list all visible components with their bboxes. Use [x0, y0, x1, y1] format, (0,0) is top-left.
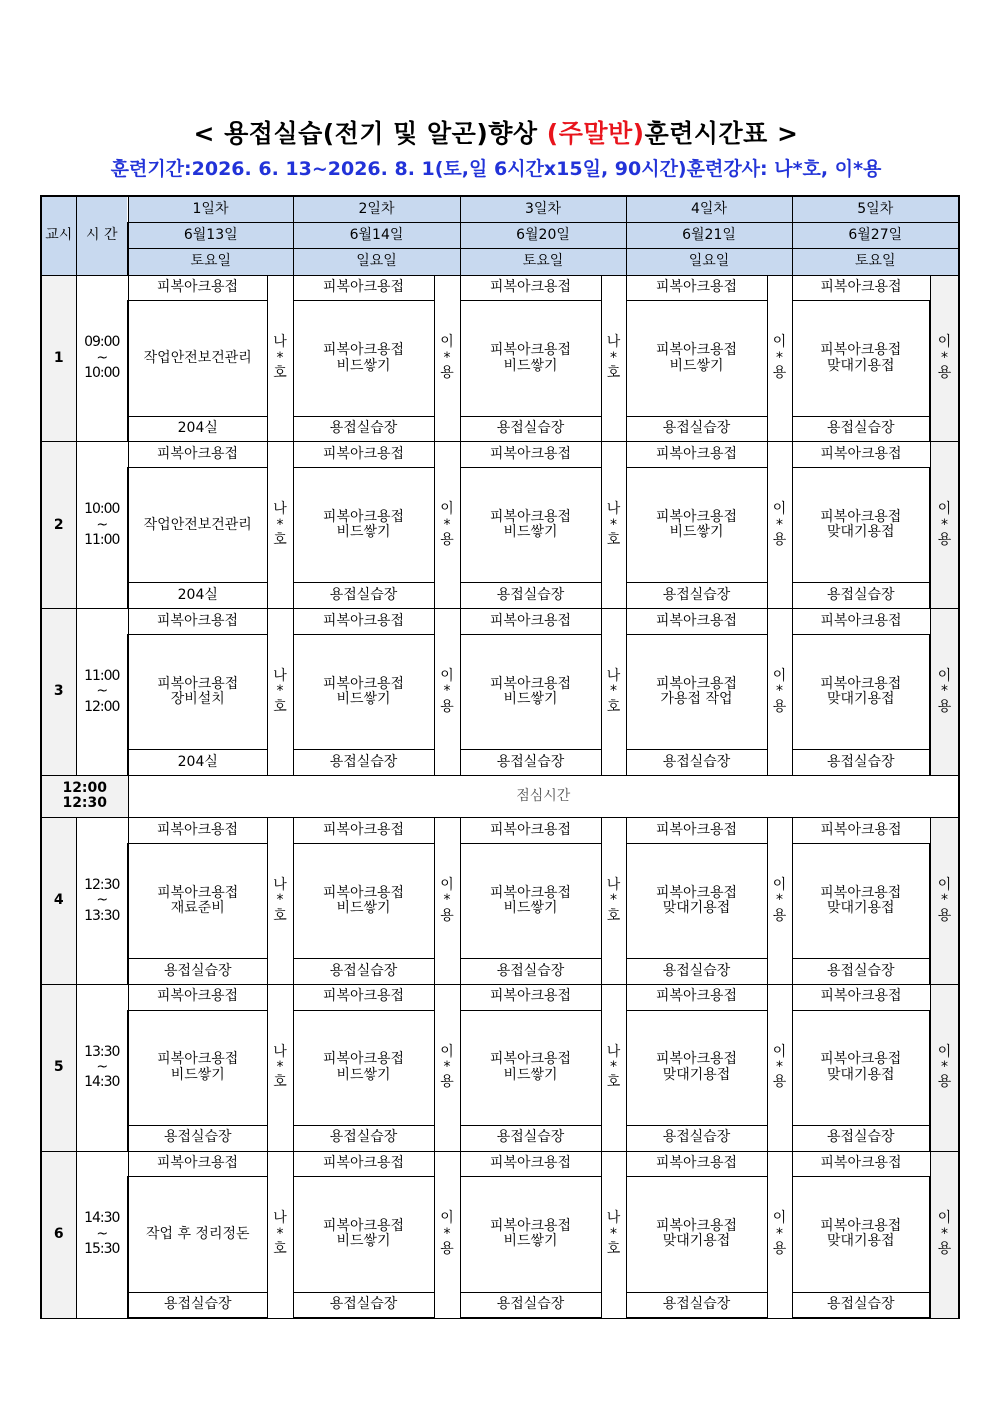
classroom: 용접실습장: [460, 750, 601, 776]
classroom: 용접실습장: [128, 1292, 267, 1318]
instructor: 나 * 호: [601, 1151, 626, 1318]
title-highlight: (주말반): [546, 119, 645, 148]
instructor: 나 * 호: [267, 442, 293, 609]
instructor: 이 * 용: [930, 818, 959, 985]
course-name: 피복아크용접: [792, 984, 930, 1010]
course-name: 피복아크용접: [626, 442, 767, 468]
period-number: 1: [41, 275, 76, 442]
course-name: 피복아크용접: [792, 609, 930, 635]
lesson-content: 피복아크용접 비드쌓기: [626, 301, 767, 416]
time-start: 14:30: [84, 1210, 120, 1227]
classroom: 용접실습장: [626, 416, 767, 442]
lesson-content: 피복아크용접 장비설치: [128, 634, 267, 749]
time-tilde: ~: [96, 683, 108, 700]
time-end: 12:00: [84, 698, 120, 715]
instructor: 나 * 호: [601, 275, 626, 442]
lesson-content: 피복아크용접 비드쌓기: [460, 468, 601, 583]
course-name: 피복아크용접: [792, 818, 930, 844]
time-end: 13:30: [84, 907, 120, 924]
period-time: [76, 609, 128, 776]
time-tilde: ~: [96, 1225, 108, 1242]
classroom: 용접실습장: [792, 583, 930, 609]
classroom: 용접실습장: [128, 959, 267, 985]
time-header: 시 간: [76, 196, 128, 275]
classroom: 용접실습장: [293, 959, 434, 985]
course-name: 피복아크용접: [626, 275, 767, 301]
classroom: 204실: [128, 750, 267, 776]
lesson-content: 작업 후 정리정돈: [128, 1177, 267, 1292]
day-header: 2일차: [293, 196, 460, 223]
classroom: 204실: [128, 416, 267, 442]
time-end: 15:30: [84, 1241, 120, 1258]
time-start: 11:00: [84, 667, 120, 684]
classroom: 용접실습장: [293, 583, 434, 609]
period-number: 4: [41, 818, 76, 985]
period-time: [76, 1151, 128, 1318]
instructor: 나 * 호: [601, 984, 626, 1151]
classroom: 용접실습장: [792, 1292, 930, 1318]
period-number: 3: [41, 609, 76, 776]
lesson-content: 피복아크용접 가용접 작업: [626, 634, 767, 749]
lesson-content: 피복아크용접 맞대기용접: [792, 843, 930, 958]
lesson-content: 피복아크용접 맞대기용접: [792, 1010, 930, 1125]
course-name: 피복아크용접: [792, 1151, 930, 1177]
day-header: 1일차: [128, 196, 293, 223]
period-time: [76, 442, 128, 609]
lesson-content: 피복아크용접 맞대기용접: [792, 634, 930, 749]
classroom: 용접실습장: [460, 959, 601, 985]
lesson-content: 피복아크용접 비드쌓기: [460, 1010, 601, 1125]
lesson-content: 피복아크용접 비드쌓기: [293, 843, 434, 958]
course-name: 피복아크용접: [293, 984, 434, 1010]
course-name: 피복아크용접: [460, 275, 601, 301]
classroom: 204실: [128, 583, 267, 609]
instructor: 나 * 호: [267, 1151, 293, 1318]
time-tilde: ~: [96, 516, 108, 533]
lunch-break: 점심시간: [128, 775, 959, 817]
time-end: 14:30: [84, 1074, 120, 1091]
time-start: 13:30: [84, 1043, 120, 1060]
period-number: 6: [41, 1151, 76, 1318]
period-header: 교시: [41, 196, 76, 275]
instructor: 나 * 호: [267, 275, 293, 442]
period-time: [76, 275, 128, 442]
lunch-time: 12:00 12:30: [41, 775, 128, 817]
lesson-content: 피복아크용접 맞대기용접: [792, 468, 930, 583]
course-name: 피복아크용접: [293, 442, 434, 468]
course-name: 피복아크용접: [128, 984, 267, 1010]
classroom: 용접실습장: [626, 1125, 767, 1151]
course-name: 피복아크용접: [626, 818, 767, 844]
course-name: 피복아크용접: [293, 609, 434, 635]
course-name: 피복아크용접: [626, 984, 767, 1010]
lesson-content: 피복아크용접 비드쌓기: [293, 634, 434, 749]
instructor: 이 * 용: [767, 442, 792, 609]
lesson-content: 피복아크용접 맞대기용접: [626, 1010, 767, 1125]
course-name: 피복아크용접: [128, 1151, 267, 1177]
classroom: 용접실습장: [460, 583, 601, 609]
classroom: 용접실습장: [626, 959, 767, 985]
instructor: 이 * 용: [434, 984, 460, 1151]
lesson-content: 피복아크용접 비드쌓기: [293, 301, 434, 416]
instructor: 나 * 호: [601, 442, 626, 609]
period-number: 2: [41, 442, 76, 609]
lesson-content: 피복아크용접 비드쌓기: [293, 1010, 434, 1125]
page-title: < 용접실습(전기 및 알곤)향상 (주말반)훈련시간표 >: [193, 119, 799, 148]
time-tilde: ~: [96, 349, 108, 366]
instructor: 이 * 용: [767, 1151, 792, 1318]
day-header: 5일차: [792, 196, 959, 223]
lesson-content: 작업안전보건관리: [128, 468, 267, 583]
day-header: 3일차: [460, 196, 626, 223]
classroom: 용접실습장: [792, 1125, 930, 1151]
course-name: 피복아크용접: [460, 984, 601, 1010]
instructor: 이 * 용: [767, 818, 792, 985]
course-name: 피복아크용접: [626, 1151, 767, 1177]
instructor: 나 * 호: [267, 818, 293, 985]
classroom: 용접실습장: [460, 416, 601, 442]
instructor: 이 * 용: [930, 609, 959, 776]
instructor: 이 * 용: [434, 275, 460, 442]
instructor: 이 * 용: [767, 609, 792, 776]
weekday-header: 토요일: [792, 248, 959, 275]
course-name: 피복아크용접: [128, 442, 267, 468]
lesson-content: 피복아크용접 맞대기용접: [626, 843, 767, 958]
instructor: 이 * 용: [767, 984, 792, 1151]
instructor: 나 * 호: [267, 609, 293, 776]
time-end: 10:00: [84, 365, 120, 382]
course-name: 피복아크용접: [460, 818, 601, 844]
classroom: 용접실습장: [792, 959, 930, 985]
classroom: 용접실습장: [626, 1292, 767, 1318]
course-name: 피복아크용접: [128, 275, 267, 301]
lesson-content: 피복아크용접 비드쌓기: [626, 468, 767, 583]
time-start: 09:00: [84, 334, 120, 351]
day-header: 4일차: [626, 196, 792, 223]
course-name: 피복아크용접: [293, 275, 434, 301]
classroom: 용접실습장: [293, 750, 434, 776]
time-tilde: ~: [96, 892, 108, 909]
classroom: 용접실습장: [792, 750, 930, 776]
instructor: 이 * 용: [767, 275, 792, 442]
course-name: 피복아크용접: [792, 442, 930, 468]
date-header: 6월13일: [128, 223, 293, 249]
lesson-content: 피복아크용접 비드쌓기: [460, 301, 601, 416]
lesson-content: 작업안전보건관리: [128, 301, 267, 416]
classroom: 용접실습장: [293, 1125, 434, 1151]
date-header: 6월14일: [293, 223, 460, 249]
instructor: 이 * 용: [930, 1151, 959, 1318]
course-name: 피복아크용접: [460, 1151, 601, 1177]
classroom: 용접실습장: [460, 1125, 601, 1151]
classroom: 용접실습장: [626, 583, 767, 609]
course-name: 피복아크용접: [128, 609, 267, 635]
lesson-content: 피복아크용접 맞대기용접: [626, 1177, 767, 1292]
weekday-header: 일요일: [293, 248, 460, 275]
classroom: 용접실습장: [293, 1292, 434, 1318]
period-number: 5: [41, 984, 76, 1151]
time-tilde: ~: [96, 1058, 108, 1075]
lesson-content: 피복아크용접 재료준비: [128, 843, 267, 958]
lesson-content: 피복아크용접 맞대기용접: [792, 301, 930, 416]
instructor: 이 * 용: [930, 442, 959, 609]
instructor: 이 * 용: [434, 442, 460, 609]
course-name: 피복아크용접: [460, 442, 601, 468]
lesson-content: 피복아크용접 비드쌓기: [293, 468, 434, 583]
instructor: 나 * 호: [267, 984, 293, 1151]
lesson-content: 피복아크용접 비드쌓기: [293, 1177, 434, 1292]
instructor: 이 * 용: [434, 609, 460, 776]
instructor: 나 * 호: [601, 818, 626, 985]
lesson-content: 피복아크용접 비드쌓기: [460, 843, 601, 958]
course-name: 피복아크용접: [626, 609, 767, 635]
classroom: 용접실습장: [792, 416, 930, 442]
date-header: 6월21일: [626, 223, 792, 249]
training-period: 훈련기간:2026. 6. 13~2026. 8. 1(토,일 6시간x15일, 90시간)훈련강사: 나*호, 이*용: [110, 158, 882, 180]
classroom: 용접실습장: [293, 416, 434, 442]
instructor: 이 * 용: [434, 1151, 460, 1318]
timetable: [40, 195, 960, 1319]
time-start: 12:30: [84, 876, 120, 893]
course-name: 피복아크용접: [460, 609, 601, 635]
lesson-content: 피복아크용접 맞대기용접: [792, 1177, 930, 1292]
lesson-content: 피복아크용접 비드쌓기: [128, 1010, 267, 1125]
weekday-header: 토요일: [460, 248, 626, 275]
instructor: 나 * 호: [601, 609, 626, 776]
lesson-content: 피복아크용접 비드쌓기: [460, 634, 601, 749]
date-header: 6월27일: [792, 223, 959, 249]
classroom: 용접실습장: [460, 1292, 601, 1318]
classroom: 용접실습장: [626, 750, 767, 776]
classroom: 용접실습장: [128, 1125, 267, 1151]
course-name: 피복아크용접: [128, 818, 267, 844]
instructor: 이 * 용: [434, 818, 460, 985]
time-end: 11:00: [84, 531, 120, 548]
period-time: [76, 984, 128, 1151]
course-name: 피복아크용접: [293, 1151, 434, 1177]
date-header: 6월20일: [460, 223, 626, 249]
course-name: 피복아크용접: [792, 275, 930, 301]
course-name: 피복아크용접: [293, 818, 434, 844]
weekday-header: 일요일: [626, 248, 792, 275]
lesson-content: 피복아크용접 비드쌓기: [460, 1177, 601, 1292]
instructor: 이 * 용: [930, 275, 959, 442]
time-start: 10:00: [84, 501, 120, 518]
period-time: [76, 818, 128, 985]
weekday-header: 토요일: [128, 248, 293, 275]
instructor: 이 * 용: [930, 984, 959, 1151]
